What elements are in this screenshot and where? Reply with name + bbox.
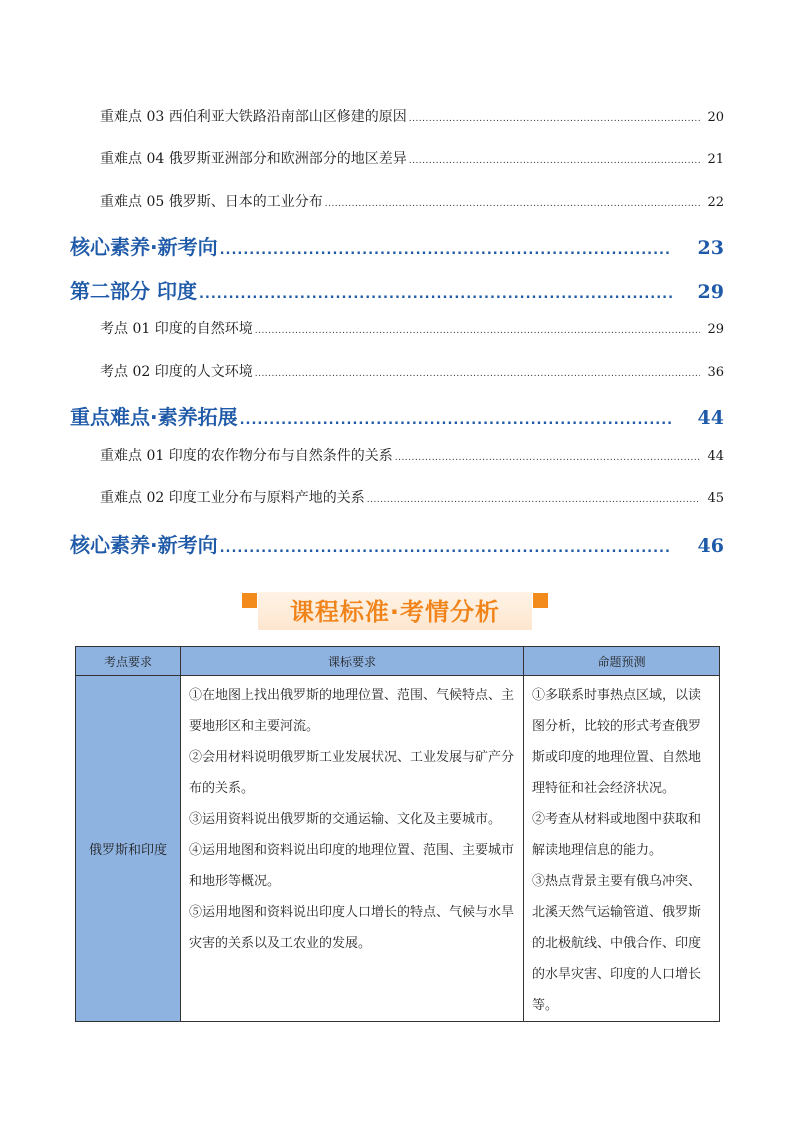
toc-leader xyxy=(395,453,700,463)
toc-leader xyxy=(220,243,672,258)
prediction-item: ③热点背景主要有俄乌冲突、北溪天然气运输管道、俄罗斯的北极航线、中俄合作、印度的水旱灾害、印度的人口增长等。 xyxy=(532,874,702,1013)
toc-leader xyxy=(220,541,672,556)
toc-heading-entry[interactable] xyxy=(70,529,724,558)
toc-page-number: 29 xyxy=(697,281,724,303)
toc-page-number: 23 xyxy=(697,237,724,259)
standard-item: ③运用资料说出俄罗斯的交通运输、文化及主要城市。 xyxy=(189,812,502,827)
column-header-prediction: 命题预测 xyxy=(524,647,720,676)
prediction-item: ①多联系时事热点区域，以读图分析，比较的形式考查俄罗斯或印度的地理位置、自然地理特征和社会经济状况。 xyxy=(532,688,702,796)
standard-item: ④运用地图和资料说出印度的地理位置、范围、主要城市和地形等概况。 xyxy=(189,843,515,889)
toc-entry-label: 重难点 04 俄罗斯亚洲部分和欧洲部分的地区差异 xyxy=(100,151,407,167)
toc-entry-label: 重难点 01 印度的农作物分布与自然条件的关系 xyxy=(100,448,393,464)
toc-entry[interactable] xyxy=(100,445,724,465)
toc-leader xyxy=(255,326,700,336)
toc-entry-label: 重难点 03 西伯利亚大铁路沿南部山区修建的原因 xyxy=(100,109,407,125)
toc-entry-label: 核心素养·新考向 xyxy=(70,533,218,557)
standards-cell xyxy=(181,676,524,1022)
section-title: 课程标准·考情分析 xyxy=(289,598,501,626)
toc-entry[interactable] xyxy=(100,106,724,126)
toc-entry[interactable] xyxy=(100,318,724,338)
toc-leader xyxy=(199,287,672,302)
toc-entry-label: 重难点 02 印度工业分布与原料产地的关系 xyxy=(100,490,365,506)
standard-item: ②会用材料说明俄罗斯工业发展状况、工业发展与矿产分布的关系。 xyxy=(189,750,515,796)
toc-entry[interactable] xyxy=(100,361,724,381)
toc-entry-label: 考点 02 印度的人文环境 xyxy=(100,364,253,380)
toc-heading-entry[interactable] xyxy=(70,275,724,304)
prediction-item: ②考查从材料或地图中获取和解读地理信息的能力。 xyxy=(532,812,702,858)
toc-page-number: 44 xyxy=(707,449,724,464)
column-header-requirement: 考点要求 xyxy=(76,647,181,676)
toc-page-number: 29 xyxy=(707,322,724,337)
toc-entry-label: 考点 01 印度的自然环境 xyxy=(100,321,253,337)
curriculum-standards-table xyxy=(75,646,720,1022)
toc-leader xyxy=(325,199,700,209)
toc-page-number: 46 xyxy=(697,535,724,557)
toc-entry[interactable] xyxy=(100,487,724,507)
toc-entry[interactable] xyxy=(100,148,724,168)
table-header-row xyxy=(76,647,720,676)
table-row xyxy=(76,676,720,1022)
toc-leader xyxy=(409,156,700,166)
toc-page-number: 21 xyxy=(707,152,724,167)
toc-page-number: 20 xyxy=(707,110,724,125)
toc-leader xyxy=(367,495,700,505)
toc-entry-label: 第二部分 印度 xyxy=(70,279,197,303)
area-cell: 俄罗斯和印度 xyxy=(76,676,181,1022)
predictions-cell xyxy=(524,676,720,1022)
standard-item: ⑤运用地图和资料说出印度人口增长的特点、气候与水旱灾害的关系以及工农业的发展。 xyxy=(189,905,515,951)
toc-heading-entry[interactable] xyxy=(70,231,724,260)
toc-page-number: 36 xyxy=(707,365,724,380)
toc-page-number: 22 xyxy=(707,195,724,210)
section-title-banner xyxy=(242,588,548,630)
column-header-standard: 课标要求 xyxy=(181,647,524,676)
toc-page-number: 45 xyxy=(707,491,724,506)
toc-entry[interactable] xyxy=(100,191,724,211)
toc-entry-label: 重难点 05 俄罗斯、日本的工业分布 xyxy=(100,194,323,210)
toc-entry-label: 核心素养·新考向 xyxy=(70,235,218,259)
toc-entry-label: 重点难点·素养拓展 xyxy=(70,405,238,429)
toc-leader xyxy=(409,114,700,124)
standard-item: ①在地图上找出俄罗斯的地理位置、范围、气候特点、主要地形区和主要河流。 xyxy=(189,688,515,734)
toc-leader xyxy=(255,369,700,379)
toc-heading-entry[interactable] xyxy=(70,401,724,430)
toc-page-number: 44 xyxy=(697,407,724,429)
toc-leader xyxy=(240,413,672,428)
